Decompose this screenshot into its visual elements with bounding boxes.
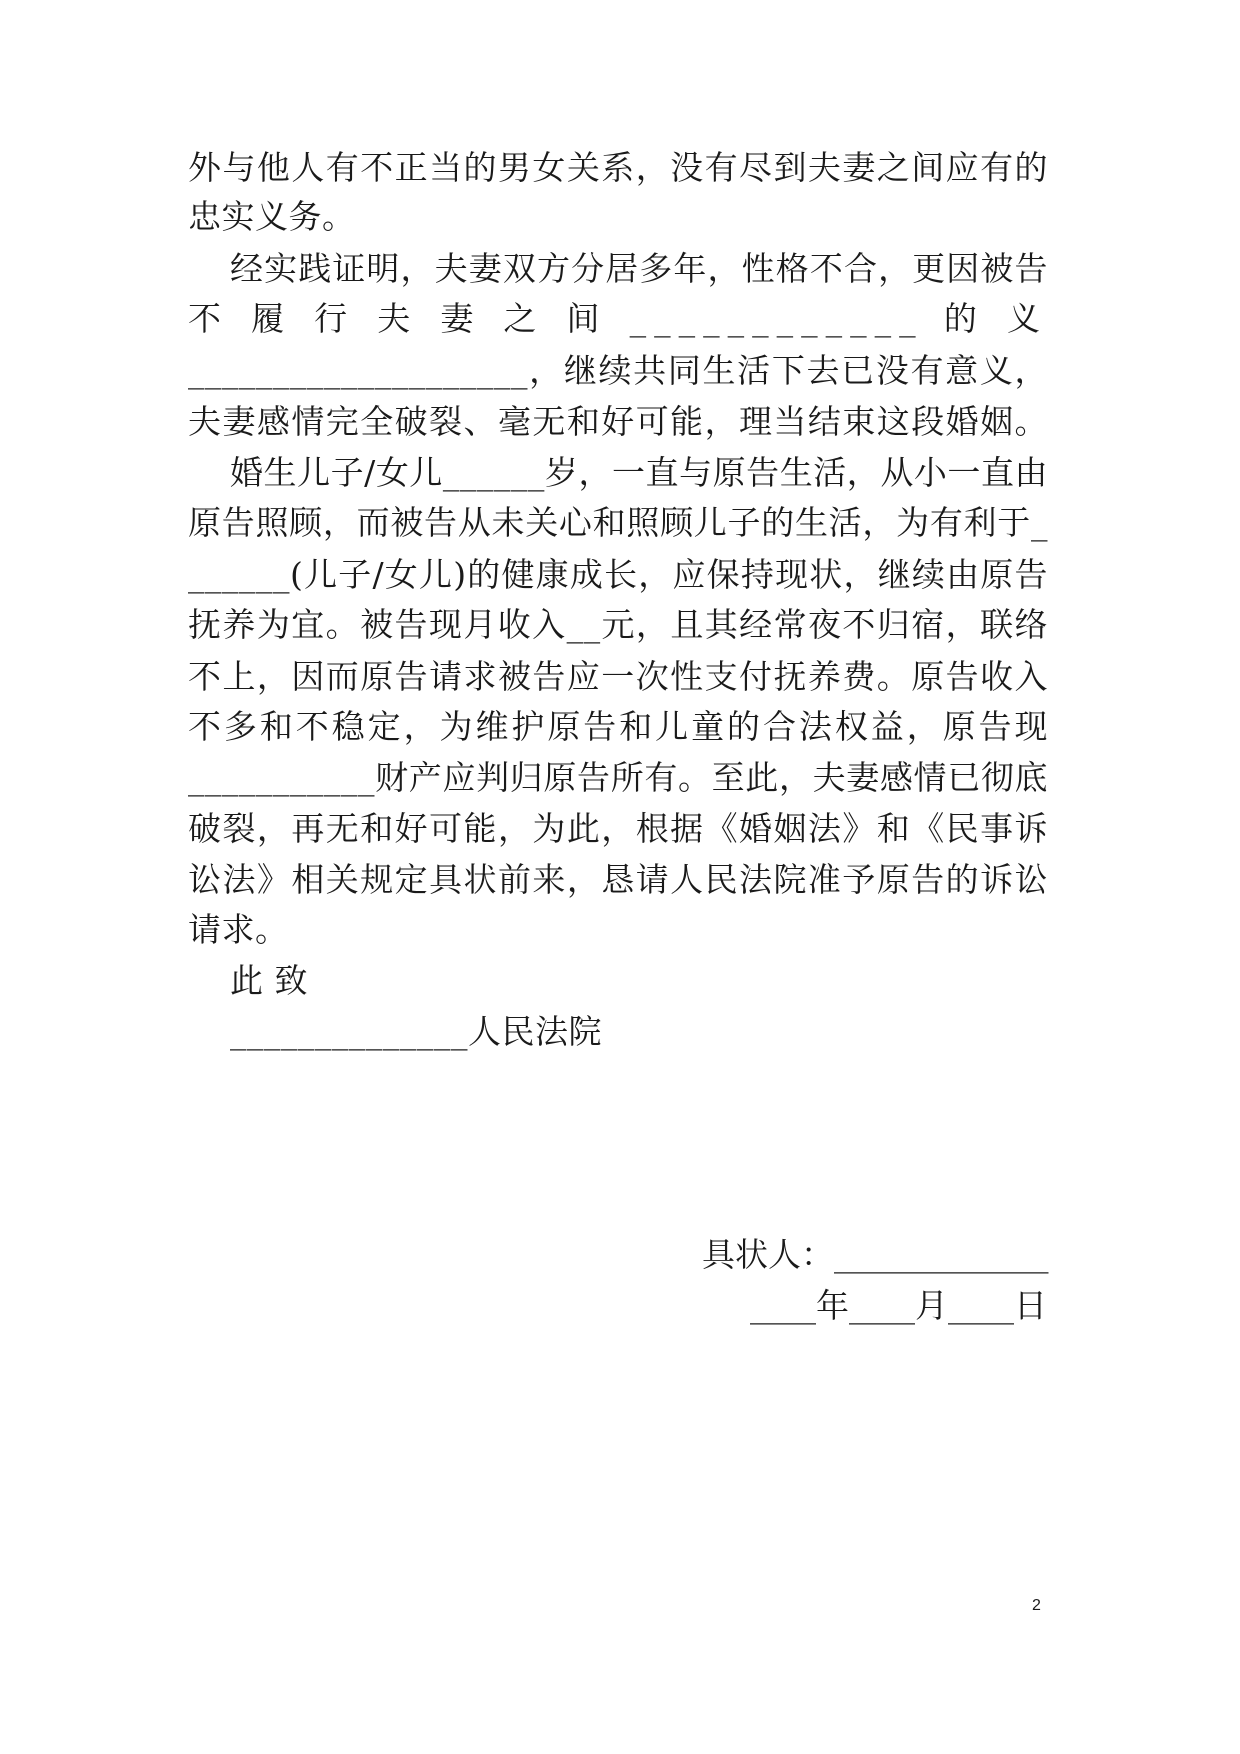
page-number: 2	[1032, 1597, 1041, 1614]
body-line-13: ___________财产应判归原告所有。至此，夫妻感情已彻底	[188, 758, 1048, 797]
body-line-11: 不上，因而原告请求被告应一次性支付抚养费。原告收入	[188, 657, 1048, 696]
body-line-9: ______(儿子/女儿)的健康成长，应保持现状，继续由原告	[188, 555, 1048, 594]
salutation: 此 致	[230, 961, 308, 1000]
body-line-8: 原告照顾，而被告从未关心和照顾儿子的生活，为有利于_	[188, 503, 1048, 542]
date-line: ____年____月____日	[750, 1286, 1047, 1325]
body-line-3: 经实践证明，夫妻双方分居多年，性格不合，更因被告	[230, 249, 1048, 288]
body-line-4: 不 履 行 夫 妻 之 间 ____________ 的 义	[188, 299, 1048, 338]
body-line-15: 讼法》相关规定具状前来，恳请人民法院准予原告的诉讼	[188, 860, 1048, 899]
body-line-12: 不多和不稳定，为维护原告和儿童的合法权益，原告现	[188, 707, 1048, 746]
body-line-6: 夫妻感情完全破裂、毫无和好可能，理当结束这段婚姻。	[188, 402, 1048, 441]
body-line-16: 请求。	[188, 910, 289, 949]
body-line-5: ____________________，继续共同生活下去已没有意义，	[188, 351, 1048, 390]
signer-line: 具状人：_____________	[702, 1235, 1049, 1274]
court-addressee: ______________人民法院	[230, 1012, 602, 1051]
body-line-10: 抚养为宜。被告现月收入__元，且其经常夜不归宿，联络	[188, 605, 1048, 644]
body-line-7: 婚生儿子/女儿______岁，一直与原告生活，从小一直由	[230, 453, 1048, 492]
body-line-2: 忠实义务。	[188, 197, 356, 236]
body-line-14: 破裂，再无和好可能，为此，根据《婚姻法》和《民事诉	[188, 809, 1048, 848]
body-line-1: 外与他人有不正当的男女关系，没有尽到夫妻之间应有的	[188, 148, 1048, 187]
